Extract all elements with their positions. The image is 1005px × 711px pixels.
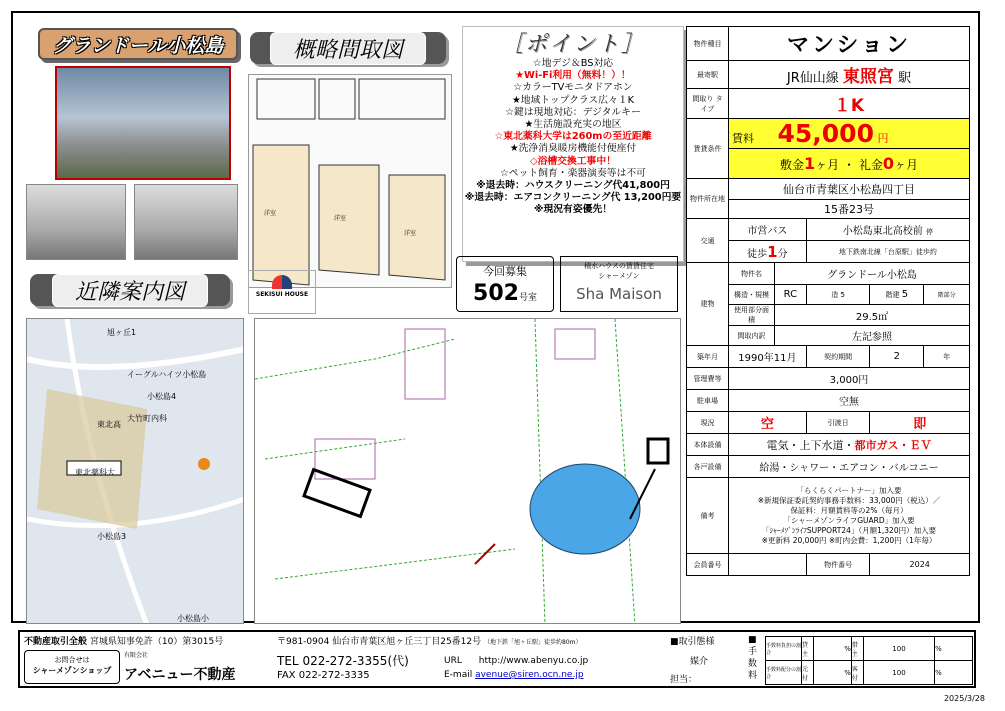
facilities-red: 都市ガス・ＥＶ — [854, 438, 932, 452]
story: 5 — [901, 289, 909, 300]
remarks-label: 備考 — [687, 478, 729, 554]
point-line: ※現況有姿優先！ — [533, 204, 613, 216]
status-label: 現況 — [687, 412, 729, 434]
address-note: （地下鉄「旭ヶ丘駅」徒歩約80m） — [484, 639, 582, 646]
structure: RC — [775, 285, 807, 305]
building-name: グランドール小松島 — [775, 263, 970, 285]
parking-label: 駐車場 — [687, 390, 729, 412]
move-in: 即 — [870, 412, 970, 434]
point-line: ☆鍵は現地対応：デジタルキー — [505, 106, 641, 118]
fee2-side: 元付 — [802, 661, 814, 685]
map-label: イーグルハイツ小松島 — [127, 370, 207, 379]
floorplan-title: 概略間取図 — [250, 32, 446, 64]
deposit-label: 敷金 — [780, 158, 805, 172]
remark-line: ※更新料 20,000円 ※町内会費：1,200円（1年毎） — [761, 535, 937, 545]
layout-label: 間取り タイプ — [687, 89, 729, 119]
point-line: ☆地デジ＆BS対応 — [532, 58, 614, 69]
fee-label: ■手数料 — [748, 635, 758, 681]
license: 宮城県知事免許（10）第3015号 — [89, 637, 224, 647]
facilities-label: 本体設備 — [687, 434, 729, 456]
sekisui-brand: SEKISUI HOUSE — [255, 291, 309, 298]
facilities: 電気・上下水道・ — [766, 438, 855, 452]
deal: 媒介 — [690, 657, 709, 667]
footer — [18, 630, 976, 688]
station-label: 最寄駅 — [687, 61, 729, 89]
bus-label: 市営バス — [729, 219, 807, 241]
deposit-month: ヶ月 — [815, 158, 840, 172]
remark-line: 「らくらくパートナー」加入要 — [796, 485, 902, 495]
member-no — [729, 554, 807, 576]
maison-line2: シャーメゾン — [598, 272, 640, 280]
print-date: 2025/3/28 — [943, 694, 985, 703]
station-name: 東照宮 — [842, 67, 894, 87]
walk-label: 徒歩 — [747, 248, 768, 260]
fee2-pct: % — [814, 661, 852, 685]
recruit-box — [456, 256, 554, 312]
gratuity-value: 0 — [882, 154, 894, 173]
staff-label: 担当： — [670, 675, 698, 685]
prop-no: 2024 — [870, 554, 970, 576]
detail-map — [254, 318, 681, 624]
address-line2: 15番23号 — [729, 200, 970, 219]
maison-line1: 積水ハウスの賃貸住宅 — [584, 262, 654, 270]
point-line: ★地域トップクラス広々１K — [511, 94, 635, 106]
point-line: ☆ペット飼育・楽器演奏等は不可 — [500, 167, 646, 179]
company-name: アベニュー不動産 — [124, 667, 236, 683]
svg-text:洋室: 洋室 — [404, 230, 417, 237]
point-line: ☆カラーTVモニタドアホン — [513, 82, 633, 94]
address-line1: 仙台市青葉区小松島四丁目 — [729, 179, 970, 200]
move-label: 引渡日 — [806, 412, 870, 434]
point-line: ★生活施設充実の地区 — [524, 119, 622, 131]
building-label: 建物 — [687, 263, 729, 346]
deal-label: ■取引態様 — [670, 637, 715, 647]
fee2-label: 手数料配分の割合 — [766, 661, 802, 685]
remarks — [729, 478, 970, 554]
rent-yen: 円 — [877, 132, 889, 145]
rent-value: 45,000 — [777, 119, 874, 148]
kitchen-photo — [26, 184, 126, 260]
tel: 022-272-3355(代) — [302, 654, 409, 668]
point-line: ★洗浄消臭暖房機能付便座付 — [509, 143, 637, 155]
points-list — [463, 58, 683, 217]
property-name-badge: グランドール小松島 — [38, 28, 238, 60]
fee1-label: 手数料負担の割合 — [766, 637, 802, 661]
fee1-side: 貸主 — [802, 637, 814, 661]
point-line: ※退去時：ハウスクリーニング代41,800円 — [476, 180, 670, 192]
term-unit: 年 — [924, 346, 970, 368]
property-info-table: 物件種目 マンション 最寄駅 JR仙山線 東照宮 駅 間取り タイプ １K 賃貸条件 賃料 45,000 円 敷金1ヶ月 ・ 礼金0ヶ月 物件所在地 仙台市青葉区小松島四丁目 15番23号 交通 市営バス 小松島東北高校前 停 徒歩1分 地下鉄南北線「台原駅」徒歩約 建物 物件名 グランドール小松島 構造・規模 RC 造 5 階建 5 階部分 使用部分面積 29.5㎡ 間取内訳 左記参照 築年月 1990年11月 契約期間 2 年 管理費等 3,000円 駐車場 空無 現況 空 引渡日 即 本体設備 電気・上下水道・都市ガス・ＥＶ 各戸設備 給湯・シャワー・エアコン・バルコニー 備考 「らくらくパートナー」加入要 ※新規保証委託契約事務手数料：33,000円（税込）／ 保証料：月額賃料等の2%（毎月） 「シャーメゾンライフGUARD」加入要 「ｼｬｰﾒｿﾞﾝﾗｲﾌSUPPORT24」（月額1,320円）加入要 ※更新料 20,000円 ※町内会費：1,200円（1年毎） 会員番号 物件番号 2024 — [686, 26, 970, 576]
fax-label: FAX — [277, 670, 296, 681]
license-sub: 有限会社 — [124, 652, 149, 659]
recruit-suffix: 号室 — [518, 293, 537, 303]
license-label: 不動産取引全般 — [24, 637, 88, 647]
story-label: 階建 — [885, 291, 900, 299]
layout-type: １K — [729, 89, 970, 119]
bus-stop: 小松島東北高校前 — [842, 226, 923, 237]
floorplan-diagram — [248, 74, 452, 288]
contact-small: お問合せは — [54, 656, 90, 664]
built: 1990年11月 — [729, 346, 807, 368]
transport-label: 交通 — [687, 219, 729, 263]
recruit-room: 502 — [473, 281, 519, 306]
status: 空 — [729, 412, 807, 434]
rent-cond-label: 賃貸条件 — [687, 119, 729, 179]
svg-text:洋室: 洋室 — [334, 215, 347, 222]
point-line: ☆東北薬科大学は260mの至近距離 — [494, 131, 652, 143]
postal: 〒981-0904 — [277, 637, 330, 647]
building-photo — [55, 66, 231, 180]
map-label: 小松島4 — [147, 392, 177, 401]
rent-label: 賃料 — [732, 132, 754, 145]
story-suffix: 階部分 — [924, 285, 970, 305]
map-title: 近隣案内図 — [30, 274, 230, 306]
remark-line: ※新規保証委託契約事務手数料：33,000円（税込）／ — [757, 495, 941, 505]
recruit-label: 今回募集 — [483, 265, 527, 278]
maison-box — [560, 256, 678, 312]
map-label: 小松島3 — [97, 532, 127, 541]
fee2-side2: 客付 — [851, 661, 863, 685]
member-label: 会員番号 — [687, 554, 729, 576]
station-suffix: 駅 — [898, 71, 912, 86]
fee-table — [765, 636, 973, 685]
svg-text:洋室: 洋室 — [264, 210, 277, 217]
each-label: 各戸設備 — [687, 456, 729, 478]
contact-shop: シャーメゾンショップ — [32, 666, 112, 675]
property-type: マンション — [729, 27, 970, 61]
email-label: E-mail — [444, 670, 473, 680]
map-label: 東北高 — [97, 420, 121, 429]
address-label: 物件所在地 — [687, 179, 729, 219]
email[interactable]: avenue@siren.ocn.ne.jp — [475, 670, 584, 680]
term: 2 — [870, 346, 924, 368]
points-title: ［ポイント］ — [500, 32, 645, 57]
walk-unit: 分 — [777, 248, 788, 260]
fee1-side2: 借主 — [851, 637, 863, 661]
sekisui-logo — [248, 270, 316, 314]
struct-label: 構造・規模 — [729, 285, 775, 305]
point-line: ※退去時：エアコンクリーニング代 13,200円要 — [464, 192, 682, 204]
neighborhood-map — [26, 318, 244, 624]
gratuity-month: ヶ月 — [893, 158, 918, 172]
each-facilities: 給湯・シャワー・エアコン・バルコニー — [729, 456, 970, 478]
area: 29.5㎡ — [775, 305, 970, 326]
address: 仙台市青葉区旭ヶ丘三丁目25番12号 — [332, 637, 482, 647]
type-label: 物件種目 — [687, 27, 729, 61]
points-panel — [462, 26, 684, 262]
point-line: ★Wi-Fi利用（無料！）！ — [515, 70, 631, 82]
sekisui-house-icon — [272, 275, 292, 289]
mgmt-label: 管理費等 — [687, 368, 729, 390]
url-label: URL — [444, 656, 462, 666]
contact-box — [24, 650, 120, 684]
url[interactable]: http://www.abenyu.co.jp — [478, 656, 589, 666]
fee2-pct2: % — [935, 661, 973, 685]
mgmt-fee: 3,000円 — [729, 368, 970, 390]
map-label: 小松島小 — [177, 614, 209, 623]
parking: 空無 — [729, 390, 970, 412]
tel-label: TEL — [277, 654, 299, 668]
plan-label: 間取内訳 — [729, 326, 775, 346]
floors: 5 — [840, 290, 845, 299]
plan: 左記参照 — [775, 326, 970, 346]
prop-no-label: 物件番号 — [806, 554, 870, 576]
area-label: 使用部分面積 — [729, 305, 775, 326]
fee1-val: 100 — [863, 637, 934, 661]
point-line: ◇浴槽交換工事中！ — [530, 155, 616, 167]
built-label: 築年月 — [687, 346, 729, 368]
fee1-pct2: % — [935, 637, 973, 661]
map-label: 大竹町内科 — [127, 414, 167, 423]
map-label: 東北薬科大 — [75, 468, 115, 477]
fee2-val: 100 — [863, 661, 934, 685]
map-label: 旭ヶ丘1 — [107, 328, 137, 337]
term-label: 契約期間 — [806, 346, 870, 368]
gratuity-label: 礼金 — [858, 158, 883, 172]
maison-logo: Sha Maison — [576, 285, 662, 303]
remark-line: 「シャーメゾンライフGUARD」加入要 — [783, 515, 915, 525]
deposit-value: 1 — [804, 154, 816, 173]
fax: 022-272-3335 — [298, 670, 370, 681]
subway-info: 地下鉄南北線「台原駅」徒歩約 — [806, 241, 969, 263]
train-line: JR仙山線 — [786, 71, 839, 86]
remark-line: 「ｼｬｰﾒｿﾞﾝﾗｲﾌSUPPORT24」（月額1,320円）加入要 — [761, 525, 937, 535]
bname-label: 物件名 — [729, 263, 775, 285]
bus-stop-suffix: 停 — [925, 228, 933, 236]
walk-minutes: 1 — [767, 242, 778, 261]
floors-label: 造 — [831, 290, 839, 299]
kitchen-photo-2 — [134, 184, 238, 260]
remark-line: 保証料：月額賃料等の2%（毎月） — [790, 505, 908, 515]
fee1-pct: % — [814, 637, 852, 661]
